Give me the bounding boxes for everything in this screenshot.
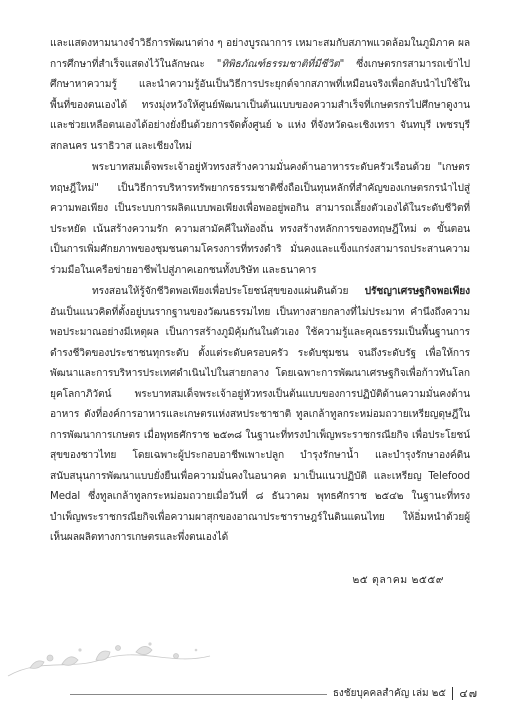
footer-separator (452, 687, 454, 700)
footer-title: ธงชัยบุคคลสำคัญ เล่ม ๒๕ (332, 687, 446, 699)
sufficiency-economy-term: ปรัชญาเศรษฐกิจพอเพียง (364, 286, 470, 297)
paragraph-3-text-b: อันเป็นแนวคิดที่ตั้งอยู่บนรากฐานของวัฒนธรรมไทย เป็นทางสายกลางที่ไม่ประมาท คำนึงถึงความพอประมาณอย่างมีเหตุผล เป็นการสร้างภูมิคุ้มกันในตัวเอง ใช้ความรู้และคุณธรรมเป็นพื้นฐานการดำรงชีวิตของประชาชนทุกระดับ ตั้งแต่ระดับครอบครัว ระดับชุมชน จนถึงระดับรัฐ เพื่อให้การพัฒนาและการบริหารประเทศดำเนินไปในสายกลาง โดยเฉพาะการพัฒนาเศรษฐกิจเพื่อก้าวทันโลกยุคโลกาภิวัตน์ พระบาทสมเด็จพระเจ้าอยู่หัวทรงเป็นต้นแบบของการปฏิบัติด้านความมั่นคงด้านอาหาร ดังที่องค์การอาหารและเกษตรแห่งสหประชาชาติ ทูลเกล้าทูลกระหม่อมถวายเหรียญดุษฎีในการพัฒนาการเกษตร เมื่อพุทธศักราช ๒๕๓๘ ในฐานะที่ทรงบำเพ็ญพระราชกรณียกิจ เพื่อประโยชน์สุขของชาวไทย โดยเฉพาะผู้ประกอบอาชีพเพาะปลูก บำรุงรักษาน้ำ และบำรุงรักษาองค์ดินสนับสนุนการพัฒนาแบบยั่งยืนเพื่อความมั่นคงในอนาคต มาเป็นแนวปฏิบัติ และเหรียญ Telefood Medal ซึ่งทูลเกล้าทูลกระหม่อมถวายเมื่อวันที่ ๘ ธันวาคม พุทธศักราช ๒๕๔๒ ในฐานะที่ทรงบำเพ็ญพระราชกรณียกิจเพื่อความผาสุกของอาณาประชาราษฎร์ในดินแดนไทย ให้อิ่มหนำด้วยผู้เห็นผลผลิตทางการเกษตรและพึ่งตนเองได้ (50, 306, 470, 543)
paragraph-1-text-b: ซึ่งเกษตรกรสามารถเข้าไปศึกษาหาความรู้ และนำความรู้อันเป็นวิธีการประยุกต์จากสภาพที่เหมือนจริงเพื่อกลับนำไปใช้ในพื้นที่ของตนเองได้ ทรงมุ่งหวังให้ศูนย์พัฒนาเป็นต้นแบบของความสำเร็จที่เกษตรกรไปศึกษาดูงานและช่วยเหลือตนเองได้อย่างยั่งยืนด้วยการจัดตั้งศูนย์ ๖ แห่ง ที่จังหวัดฉะเชิงเทรา จันทบุรี เพชรบุรี สกลนคร นราธิวาส และเชียงใหม่ (50, 58, 470, 152)
page-footer (327, 684, 478, 702)
paragraph-1 (50, 34, 470, 157)
paragraph-3-text-a: ทรงสอนให้รู้จักชีวิตพอเพียงเพื่อประโยชน์สุขของแผ่นดินด้วย (92, 286, 365, 297)
page-number: ๔๗ (459, 687, 478, 700)
floral-vine-icon (0, 618, 506, 678)
paragraph-2: พระบาทสมเด็จพระเจ้าอยู่หัวทรงสร้างความมั่นคงด้านอาหารระดับครัวเรือนด้วย "เกษตรทฤษฎีใหม่" เป็นวิธีการบริหารทรัพยากรธรรมชาติซึ่งถือเป็นทุนหลักที่สำคัญของเกษตรกรนำไปสู่ความพอเพียง เป็นระบบการผลิตแบบพอเพียงเพื่อพออยู่พอกิน สามารถเลี้ยงตัวเองได้ในระดับชีวิตที่ประหยัด เน้นสร้างความรัก ความสามัคคีในท้องถิ่น ทรงสร้างหลักการของทฤษฎีใหม่ ๓ ขั้นตอน เป็นการเพิ่มศักยภาพของชุมชนตามโครงการที่ทรงดำริ มั่นคงและแข็งแกร่งสามารถประสานความร่วมมือในเครือข่ายอาชีพไปสู่ภาคเอกชนทั้งบริษัท และธนาคาร (50, 162, 470, 276)
document-date: ๒๕ ตุลาคม ๒๕๕๙ (352, 574, 444, 586)
paragraph-1-text-a: และแสดงหามนางจำวิธีการพัฒนาต่าง ๆ อย่างบูรณาการ เหมาะสมกับสภาพแวดล้อมในภูมิภาค ผลการศึกษาที่สำเร็จแสดงไว้ในลักษณะ (50, 38, 470, 70)
paragraph-3 (50, 282, 470, 549)
floral-ornament (0, 618, 506, 678)
body-text (50, 34, 470, 549)
quoted-term: "ทิพิธภัณฑ์ธรรมชาติที่มีชีวิต" (216, 58, 345, 70)
